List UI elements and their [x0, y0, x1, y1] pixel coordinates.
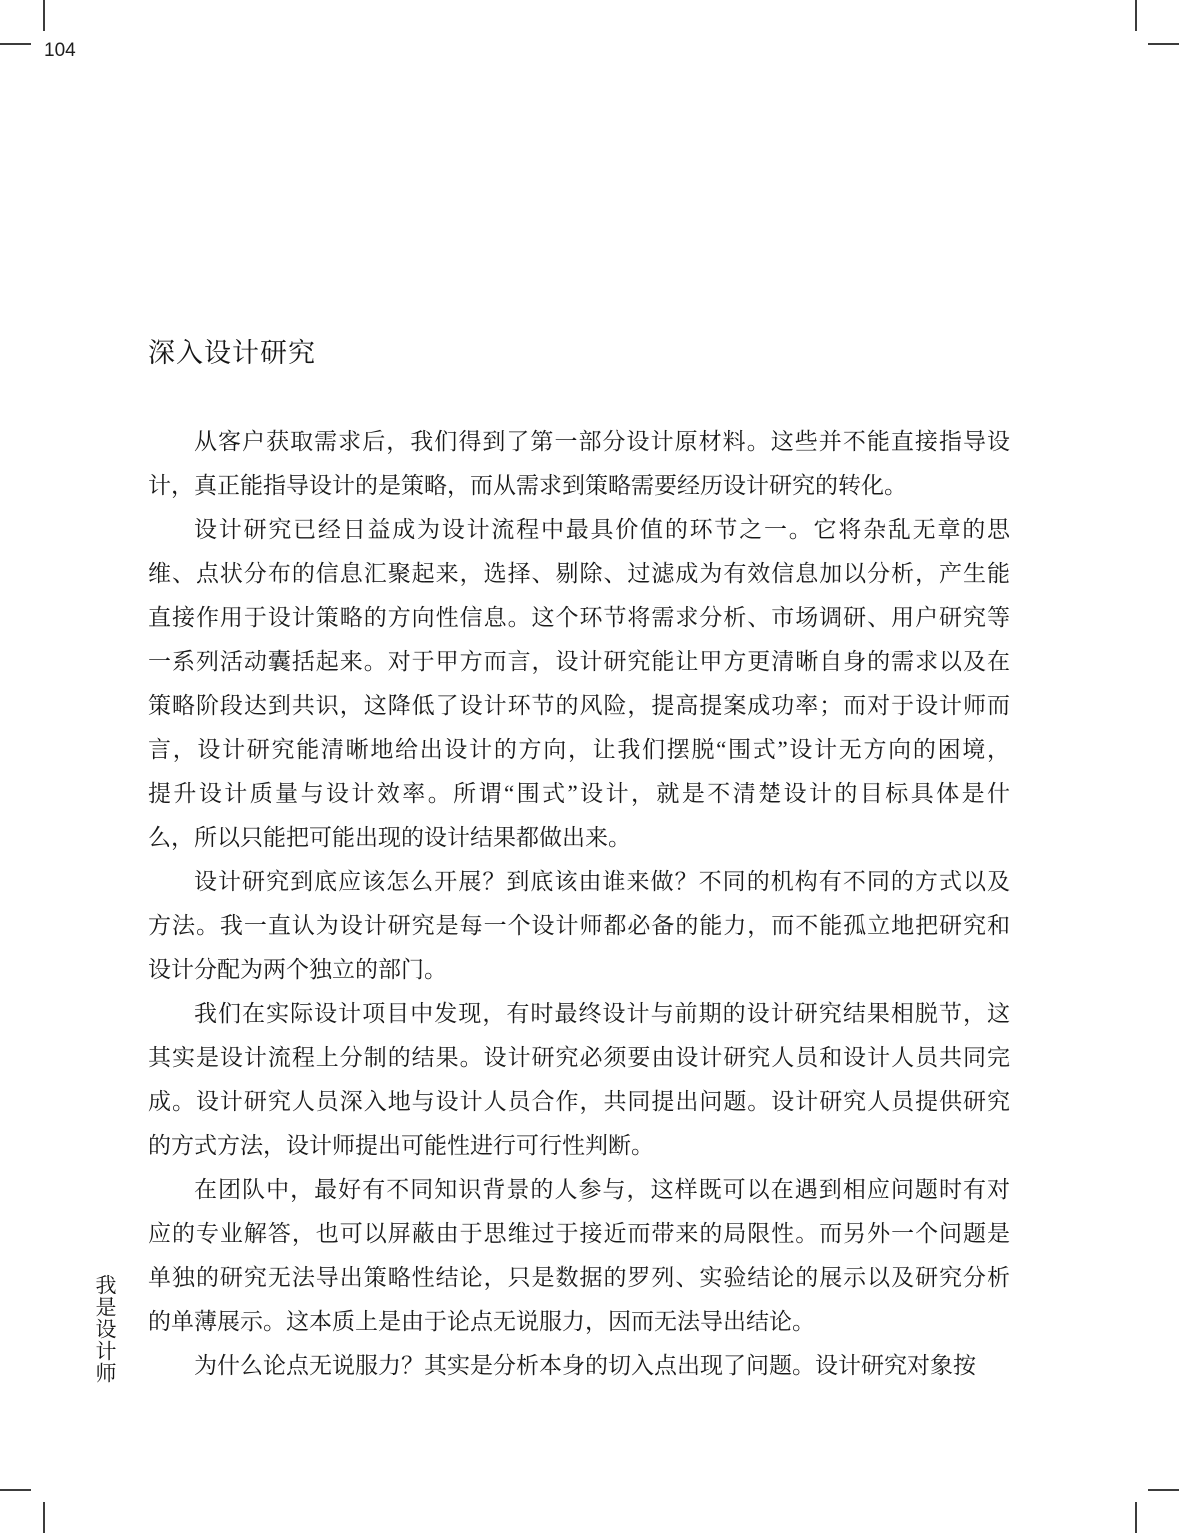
body-text-line: 单独的研究无法导出策略性结论，只是数据的罗列、实验结论的展示以及研究分析 [148, 1265, 1010, 1290]
body-text-line: 成。设计研究人员深入地与设计人员合作，共同提出问题。设计研究人员提供研究 [148, 1089, 1010, 1114]
body-text-line: 直接作用于设计策略的方向性信息。这个环节将需求分析、市场调研、用户研究等 [148, 605, 1010, 630]
body-text-line: 一系列活动囊括起来。对于甲方而言，设计研究能让甲方更清晰自身的需求以及在 [148, 649, 1010, 674]
body-text-line: 提升设计质量与设计效率。所谓“围式”设计，就是不清楚设计的目标具体是什 [148, 781, 1010, 806]
crop-mark-bottom-right-horizontal [1148, 1489, 1179, 1491]
body-text-line: 维、点状分布的信息汇聚起来，选择、剔除、过滤成为有效信息加以分析，产生能 [148, 561, 1010, 586]
body-text-line: 设计分配为两个独立的部门。 [148, 957, 447, 982]
crop-mark-top-right-vertical [1135, 0, 1137, 31]
body-text-line: 方法。我一直认为设计研究是每一个设计师都必备的能力，而不能孤立地把研究和 [148, 913, 1010, 938]
body-text-line: 的单薄展示。这本质上是由于论点无说服力，因而无法导出结论。 [148, 1309, 815, 1334]
body-text-line: 我们在实际设计项目中发现，有时最终设计与前期的设计研究结果相脱节，这 [194, 1001, 1010, 1026]
crop-mark-bottom-right-vertical [1135, 1502, 1137, 1533]
body-text-line: 的方式方法，设计师提出可能性进行可行性判断。 [148, 1133, 654, 1158]
body-text-line: 其实是设计流程上分制的结果。设计研究必须要由设计研究人员和设计人员共同完 [148, 1045, 1010, 1070]
body-text-line: 设计研究到底应该怎么开展？到底该由谁来做？不同的机构有不同的方式以及 [194, 869, 1010, 894]
body-text-line: 为什么论点无说服力？其实是分析本身的切入点出现了问题。设计研究对象按 [194, 1353, 976, 1378]
crop-mark-top-right-horizontal [1148, 43, 1179, 45]
crop-mark-bottom-left-vertical [43, 1502, 45, 1533]
body-text-line: 策略阶段达到共识，这降低了设计环节的风险，提高提案成功率；而对于设计师而 [148, 693, 1010, 718]
page-number: 104 [44, 40, 76, 61]
body-text-line: 么，所以只能把可能出现的设计结果都做出来。 [148, 825, 631, 850]
body-text [148, 420, 1010, 1388]
crop-mark-top-left-vertical [43, 0, 45, 31]
body-text-line: 计，真正能指导设计的是策略，而从需求到策略需要经历设计研究的转化。 [148, 473, 907, 498]
crop-mark-top-left-horizontal [0, 43, 31, 45]
body-text-line: 设计研究已经日益成为设计流程中最具价值的环节之一。它将杂乱无章的思 [194, 517, 1010, 542]
book-title-vertical: 我是设计师 [93, 1274, 116, 1384]
crop-mark-bottom-left-horizontal [0, 1489, 31, 1491]
body-text-line: 在团队中，最好有不同知识背景的人参与，这样既可以在遇到相应问题时有对 [194, 1177, 1010, 1202]
section-heading: 深入设计研究 [148, 338, 316, 368]
body-text-line: 言，设计研究能清晰地给出设计的方向，让我们摆脱“围式”设计无方向的困境， [148, 737, 1010, 762]
body-text-line: 应的专业解答，也可以屏蔽由于思维过于接近而带来的局限性。而另外一个问题是 [148, 1221, 1010, 1246]
body-text-line: 从客户获取需求后，我们得到了第一部分设计原材料。这些并不能直接指导设 [194, 429, 1010, 454]
